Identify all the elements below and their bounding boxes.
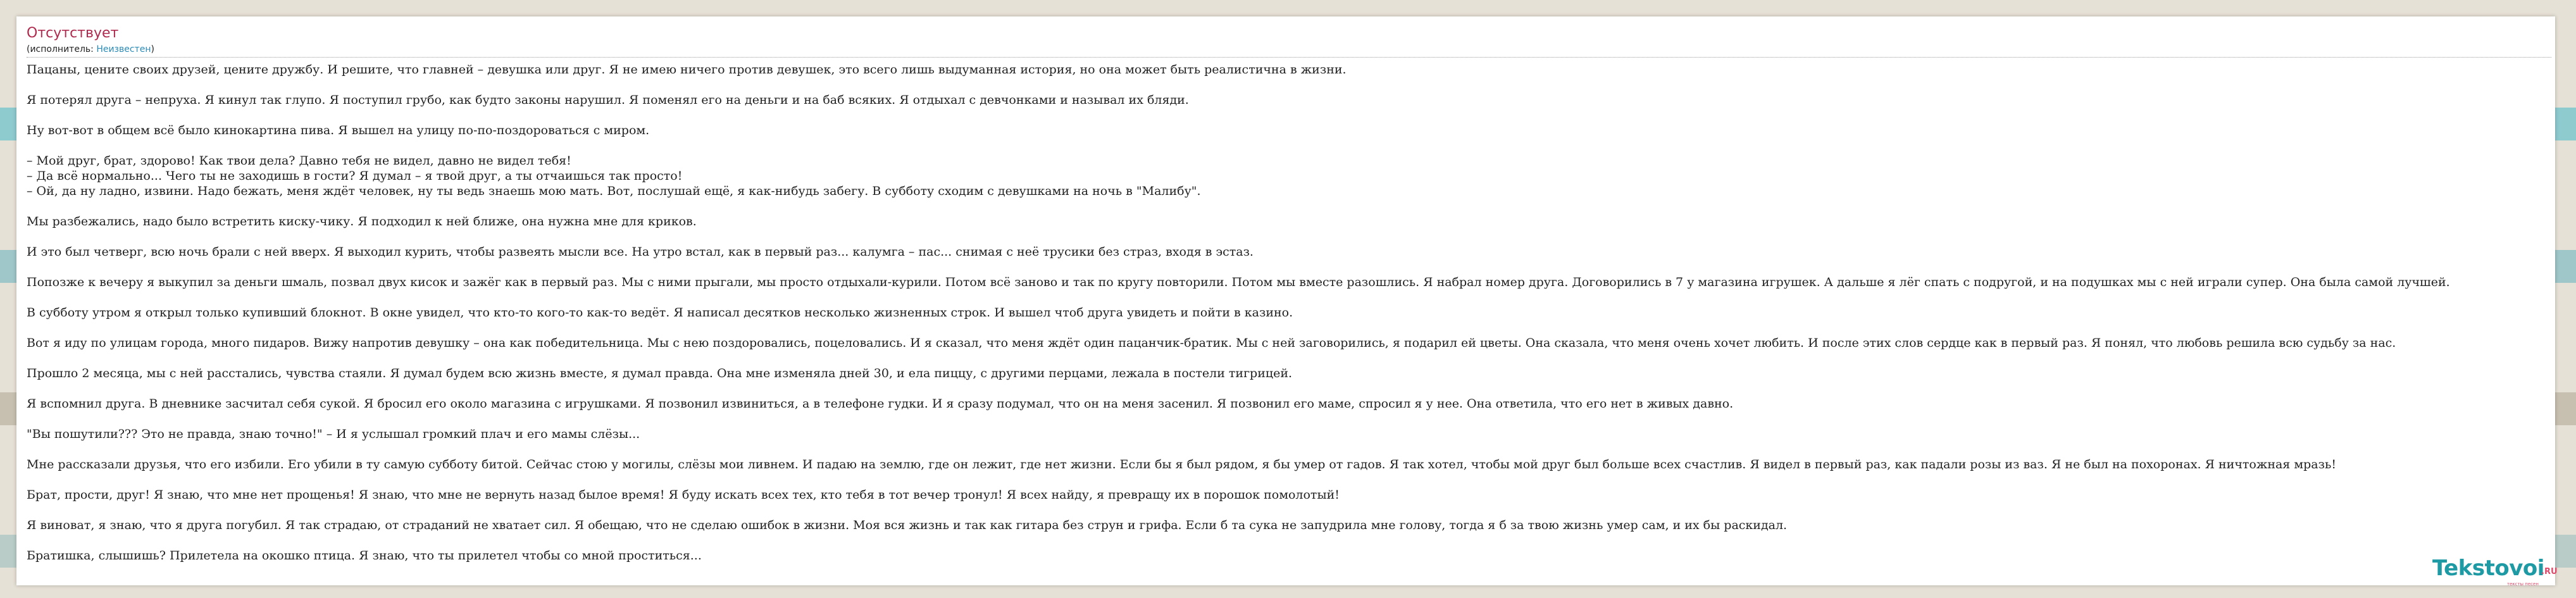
title-divider — [27, 57, 2551, 58]
lyrics-line: Попозже к вечеру я выкупил за деньги шмаль, позвал двух кисок и зажёг как в первый раз. Мы с ними прыгали, мы просто отдыхали-курили. Потом всё заново и так по кругу повторили. Потом мы вместе разошлись. Я набрал номер друга. Договорились в 7 у магазина игрушек. А дальше я лёг спать с подругой, и на подушках мы с ней играли супер. Она была самой лучшей. — [27, 275, 2450, 289]
lyrics-line: "Вы пошутили??? Это не правда, знаю точно!" – И я услышал громкий плач и его мамы слёзы... — [27, 427, 640, 441]
lyrics-line: Я потерял друга – непруха. Я кинул так глупо. Я поступил грубо, как будто законы нарушил. Я поменял его на деньги и на баб всяких. Я отдыхал с девчонками и называл их бляди. — [27, 93, 1189, 107]
lyrics-stanza — [27, 366, 2558, 381]
lyrics-line: Прошло 2 месяца, мы с ней расстались, чувства стаяли. Я думал будем всю жизнь вместе, я думал правда. Она мне изменяла дней 30, и ела пиццу, с другими перцами, лежала в постели тигрицей. — [27, 366, 1293, 380]
lyrics-stanza — [27, 396, 2558, 411]
lyrics-stanza — [27, 518, 2558, 533]
performer-close: ) — [151, 44, 154, 54]
performer-link[interactable]: Неизвестен — [96, 44, 151, 54]
lyrics-stanza — [27, 62, 2558, 77]
site-logo[interactable] — [2432, 556, 2559, 587]
lyrics-line: Вот я иду по улицам города, много пидаров. Вижу напротив девушку – она как победительница. Мы с нею поздоровались, поцеловались. И я сказал, что меня ждёт один пацанчик-братик. Мы с ней заговорились, я подарил ей цветы. Она сказала, что меня очень хочет любить. И после этих слов сердце как в первый раз. Я понял, что любовь решила всю судьбу за нас. — [27, 336, 2396, 350]
lyrics-line: – Да всё нормально... Чего ты не заходишь в гости? Я думал – я твой друг, а ты отчаишься так просто! — [27, 169, 683, 183]
performer-line — [27, 44, 154, 54]
performer-label: (исполнитель: — [27, 44, 97, 54]
lyrics-line: – Мой друг, брат, здорово! Как твои дела? Давно тебя не видел, давно не видел тебя! — [27, 154, 571, 168]
lyrics-stanza — [27, 335, 2558, 351]
lyrics-stanza — [27, 305, 2558, 320]
song-title: Отсутствует — [27, 25, 119, 41]
lyrics-line: – Ой, да ну ладно, извини. Надо бежать, меня ждёт человек, ну ты ведь знаешь мою мать. Вот, послушай ещё, я как-нибудь забегу. В субботу сходим с девушками на ночь в "Малибу". — [27, 184, 1201, 198]
lyrics-line: Я вспомнил друга. В дневнике засчитал себя сукой. Я бросил его около магазина с игрушками. Я позвонил извиниться, а в телефоне гудки. И я сразу подумал, что он на меня засенил. Я позвонил его маме, спросил я у нее. Она ответила, что его нет в живых давно. — [27, 397, 1734, 411]
lyrics-line: Брат, прости, друг! Я знаю, что мне нет прощенья! Я знаю, что мне не вернуть назад былое время! Я буду искать всех тех, кто тебя в тот вечер тронул! Я всех найду, я превращу их в порошок помолотый! — [27, 488, 1340, 502]
lyrics-stanza — [27, 548, 2558, 563]
lyrics-line: Братишка, слышишь? Прилетела на окошко птица. Я знаю, что ты прилетел чтобы со мной проститься... — [27, 549, 702, 563]
lyrics-stanza — [27, 427, 2558, 442]
lyrics-stanza — [27, 214, 2558, 229]
lyrics-stanza — [27, 487, 2558, 502]
lyrics-line: Ну вот-вот в общем всё было кинокартина пива. Я вышел на улицу по-по-поздороваться с миром. — [27, 123, 650, 137]
lyrics-stanza — [27, 123, 2558, 138]
lyrics-text — [27, 62, 2558, 578]
lyrics-stanza — [27, 92, 2558, 108]
lyrics-card — [16, 16, 2558, 587]
lyrics-stanza — [27, 457, 2558, 472]
lyrics-line: Мы разбежались, надо было встретить киску-чику. Я подходил к ней ближе, она нужна мне для криков. — [27, 215, 697, 228]
logo-tagline: тексты песен — [2507, 582, 2539, 587]
lyrics-line: Пацаны, цените своих друзей, цените дружбу. И решите, что главней – девушка или друг. Я не имею ничего против девушек, это всего лишь выдуманная история, но она может быть реалистична в жизни. — [27, 63, 1347, 77]
lyrics-line: Я виноват, я знаю, что я друга погубил. Я так страдаю, от страданий не хватает сил. Я обещаю, что не сделаю ошибок в жизни. Моя вся жизнь и так как гитара без струн и грифа. Если б та сука не запудрила мне голову, тогда я б за твою жизнь умер сам, и их бы раскидал. — [27, 518, 1788, 532]
logo-tld: .RU — [2541, 567, 2558, 576]
lyrics-line: Мне рассказали друзья, что его избили. Его убили в ту самую субботу битой. Сейчас стою у могилы, слёзы мои ливнем. И падаю на землю, где он лежит, где нет жизни. Если бы я был рядом, я бы умер от гадов. Я так хотел, чтобы мой друг был больше всех счастлив. Я видел в первый раз, как падали розы из ваз. Я не был на похоронах. Я ничтожная мразь! — [27, 458, 2336, 471]
lyrics-line: И это был четверг, всю ночь брали с ней вверх. Я выходил курить, чтобы развеять мысли все. На утро встал, как в первый раз... калумга – пас... снимая с неё трусики без страз, входя в эстаз. — [27, 245, 1254, 259]
logo-wordmark: Tekstovoi — [2432, 556, 2544, 581]
lyrics-stanza — [27, 153, 2558, 199]
lyrics-stanza — [27, 275, 2558, 290]
lyrics-line: В субботу утром я открыл только купивший блокнот. В окне увидел, что кто-то кого-то как-то ведёт. Я написал десятков несколько жизненных строк. И вышел чтоб друга увидеть и пойти в казино. — [27, 306, 1293, 320]
lyrics-stanza — [27, 244, 2558, 259]
